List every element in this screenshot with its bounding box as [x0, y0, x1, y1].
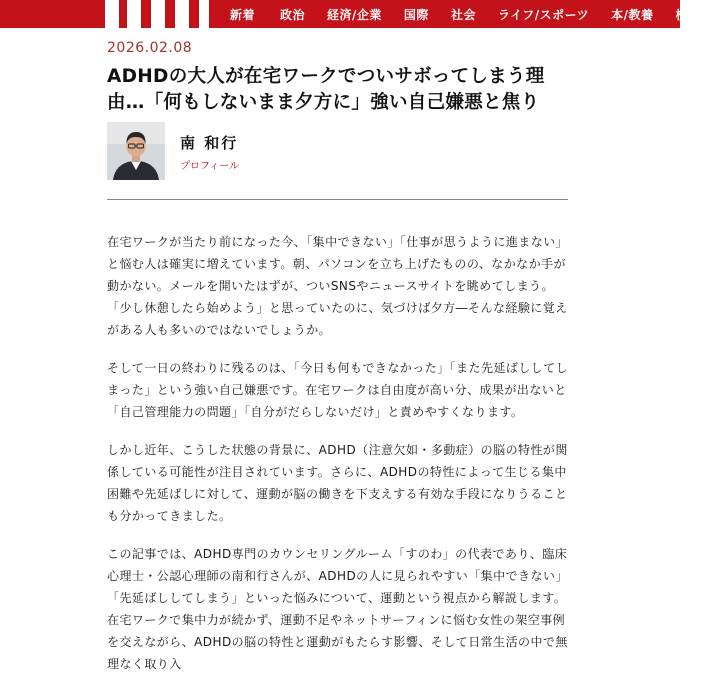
logo-stripe [175, 0, 189, 28]
author-name[interactable]: 南 和行 [180, 134, 239, 152]
author-avatar[interactable] [107, 122, 165, 180]
logo-stripe [151, 0, 165, 28]
article-paragraph: この記事では、ADHD専門のカウンセリングルーム「すのわ」の代表であり、臨床心理士・公認心理師の南和行さんが、ADHDの人に見られやすい「集中できない」「先延ばししてしまう」といった悩みについて、運動という視点から解説します。在宅ワークで集中力が続かず、運動不足やネットサーフィンに悩む女性の架空事例を交えながら、ADHDの脳の特性と運動がもたらす影響、そして日常生活の中で無理なく取り入 [107, 547, 568, 671]
article-body [107, 231, 571, 691]
top-navigation-bar [0, 0, 689, 28]
nav-item-books[interactable]: 本/教養 [611, 7, 654, 22]
logo-stripe [105, 0, 119, 28]
logo-stripe [199, 0, 209, 28]
category-nav [230, 0, 710, 28]
nav-item-society[interactable]: 社会 [450, 7, 476, 22]
author-photo-icon [107, 122, 165, 180]
nav-item-search[interactable]: 検 [675, 7, 689, 22]
nav-item-politics[interactable]: 政治 [280, 7, 306, 22]
nav-item-latest[interactable]: 新着 [230, 7, 256, 22]
logo-stripe [127, 0, 141, 28]
article-paragraph: 在宅ワークが当たり前になった今、「集中できない」「仕事が思うように進まない」と悩む人は確実に増えています。朝、パソコンを立ち上げたものの、なかなか手が動かない。メールを開いたはずが、ついSNSやニュースサイトを眺めてしまう。「少し休憩したら始めよう」と思っていたのに、気づけば夕方―そんな経験に覚えがある人も多いのではないでしょうか。 [107, 235, 569, 337]
nav-item-international[interactable]: 国際 [403, 7, 429, 22]
nav-item-economy[interactable]: 経済/企業 [327, 7, 382, 22]
nav-item-life-sports[interactable]: ライフ/スポーツ [497, 7, 590, 22]
publish-date: 2026.02.08 [107, 40, 193, 56]
header-divider [107, 199, 568, 200]
article-title: ADHDの大人が在宅ワークでついサボってしまう理由…「何もしないまま夕方に」強い自己嫌悪と焦り [107, 66, 545, 113]
article-paragraph: そして一日の終わりに残るのは、「今日も何もできなかった」「また先延ばししてしまった」という強い自己嫌悪です。在宅ワークは自由度が高い分、成果が出ないと「自己管理能力の問題」「自分がだらしないだけ」と責めやすくなります。 [107, 361, 569, 419]
author-profile-link[interactable]: プロフィール [180, 161, 239, 172]
article-paragraph: しかし近年、こうした状態の背景に、ADHD（注意欠如・多動症）の脳の特性が関係している可能性が注目されています。さらに、ADHDの特性によって生じる集中困難や先延ばしに対して、運動が脳の働きを下支えする有効な手段になりうることも分かってきました。 [107, 443, 568, 523]
